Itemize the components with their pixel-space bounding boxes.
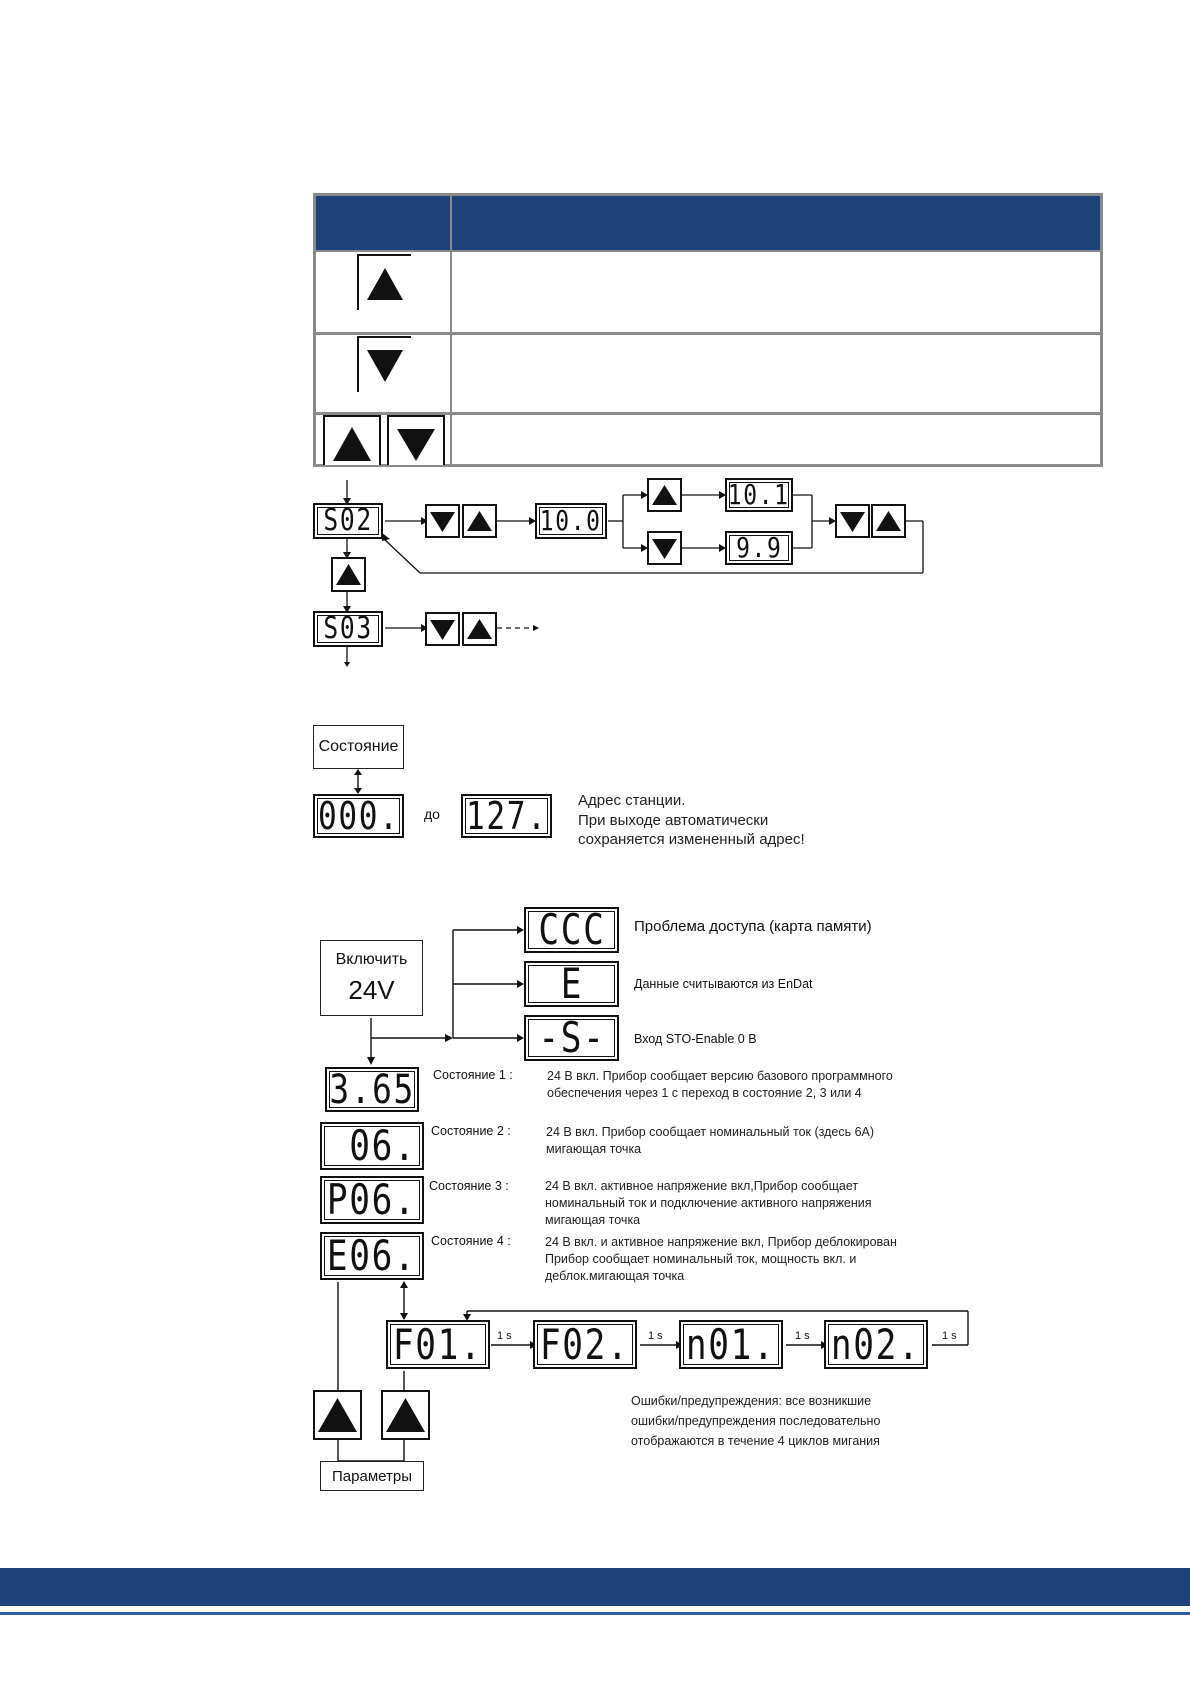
display-value-down: 9.9	[725, 531, 793, 565]
station-description: Адрес станции. При выходе автоматически сохраняется измененный адрес!	[578, 792, 805, 848]
display-state-1: 3.65	[325, 1067, 419, 1112]
state-2-label: Состояние 2 :	[431, 1124, 511, 1138]
parameters-box[interactable]	[320, 1461, 424, 1491]
state-1-label: Состояние 1 :	[433, 1068, 513, 1082]
display-error-f01: F01.	[386, 1320, 490, 1369]
interval-label: 1 s	[795, 1330, 810, 1342]
footer-bar	[0, 1568, 1190, 1606]
state-3-label: Состояние 3 :	[429, 1179, 509, 1193]
up-arrow-icon	[383, 1392, 428, 1438]
display-state-3: P06.	[320, 1176, 424, 1224]
display-s03: S03	[313, 611, 383, 647]
state-1-description: 24 В вкл. Прибор сообщает версию базового программного обеспечения через 1 с переход в состояние 2, 3 или 4	[547, 1069, 893, 1100]
display-warning-n02: n02.	[824, 1320, 928, 1369]
display-s02: S02	[313, 503, 383, 539]
display-ccc: CCC	[524, 907, 619, 953]
display-value-up: 10.1	[725, 478, 793, 512]
parameters-label: Параметры	[332, 1467, 412, 1485]
display-state-4: E06.	[320, 1232, 424, 1280]
display-s: -S-	[524, 1015, 619, 1061]
display-state-2: 06.	[320, 1122, 424, 1170]
message-e-text: Данные считываются из EnDat	[634, 977, 813, 991]
display-warning-n01: n01.	[679, 1320, 783, 1369]
display-e: E	[524, 961, 619, 1007]
power-box	[320, 940, 423, 1016]
state-4-label: Состояние 4 :	[431, 1234, 511, 1248]
display-value-current: 10.0	[535, 503, 607, 539]
power-label: Включить	[335, 950, 408, 968]
state-4-description: 24 В вкл. и активное напряжение вкл, Прибор деблокирован Прибор сообщает номинальный ток, мощность вкл. и деблок.мигающая точка	[545, 1235, 897, 1283]
up-key[interactable]	[313, 1390, 362, 1440]
interval-label: 1 s	[497, 1330, 512, 1342]
interval-label: 1 s	[942, 1330, 957, 1342]
display-error-f02: F02.	[533, 1320, 637, 1369]
display-address-from: 000.	[313, 794, 404, 838]
display-address-to: 127.	[461, 794, 552, 838]
interval-label: 1 s	[648, 1330, 663, 1342]
message-s-text: Вход STO-Enable 0 В	[634, 1032, 757, 1046]
to-word: до	[424, 806, 440, 822]
state-3-description: 24 В вкл. активное напряжение вкл,Прибор сообщает номинальный ток и подключение активного напряжения мигающая точка	[545, 1179, 872, 1227]
up-key[interactable]	[381, 1390, 430, 1440]
footer-rule	[0, 1612, 1190, 1615]
power-voltage: 24V	[348, 974, 395, 1005]
errors-note: Ошибки/предупреждения: все возникшие ошибки/предупреждения последовательно отображаются в течение 4 циклов мигания	[631, 1394, 881, 1448]
up-arrow-icon	[315, 1392, 360, 1438]
state-2-description: 24 В вкл. Прибор сообщает номинальный ток (здесь 6А) мигающая точка	[546, 1125, 875, 1156]
message-ccc-text: Проблема доступа (карта памяти)	[634, 918, 872, 935]
state-label: Состояние	[318, 738, 399, 755]
